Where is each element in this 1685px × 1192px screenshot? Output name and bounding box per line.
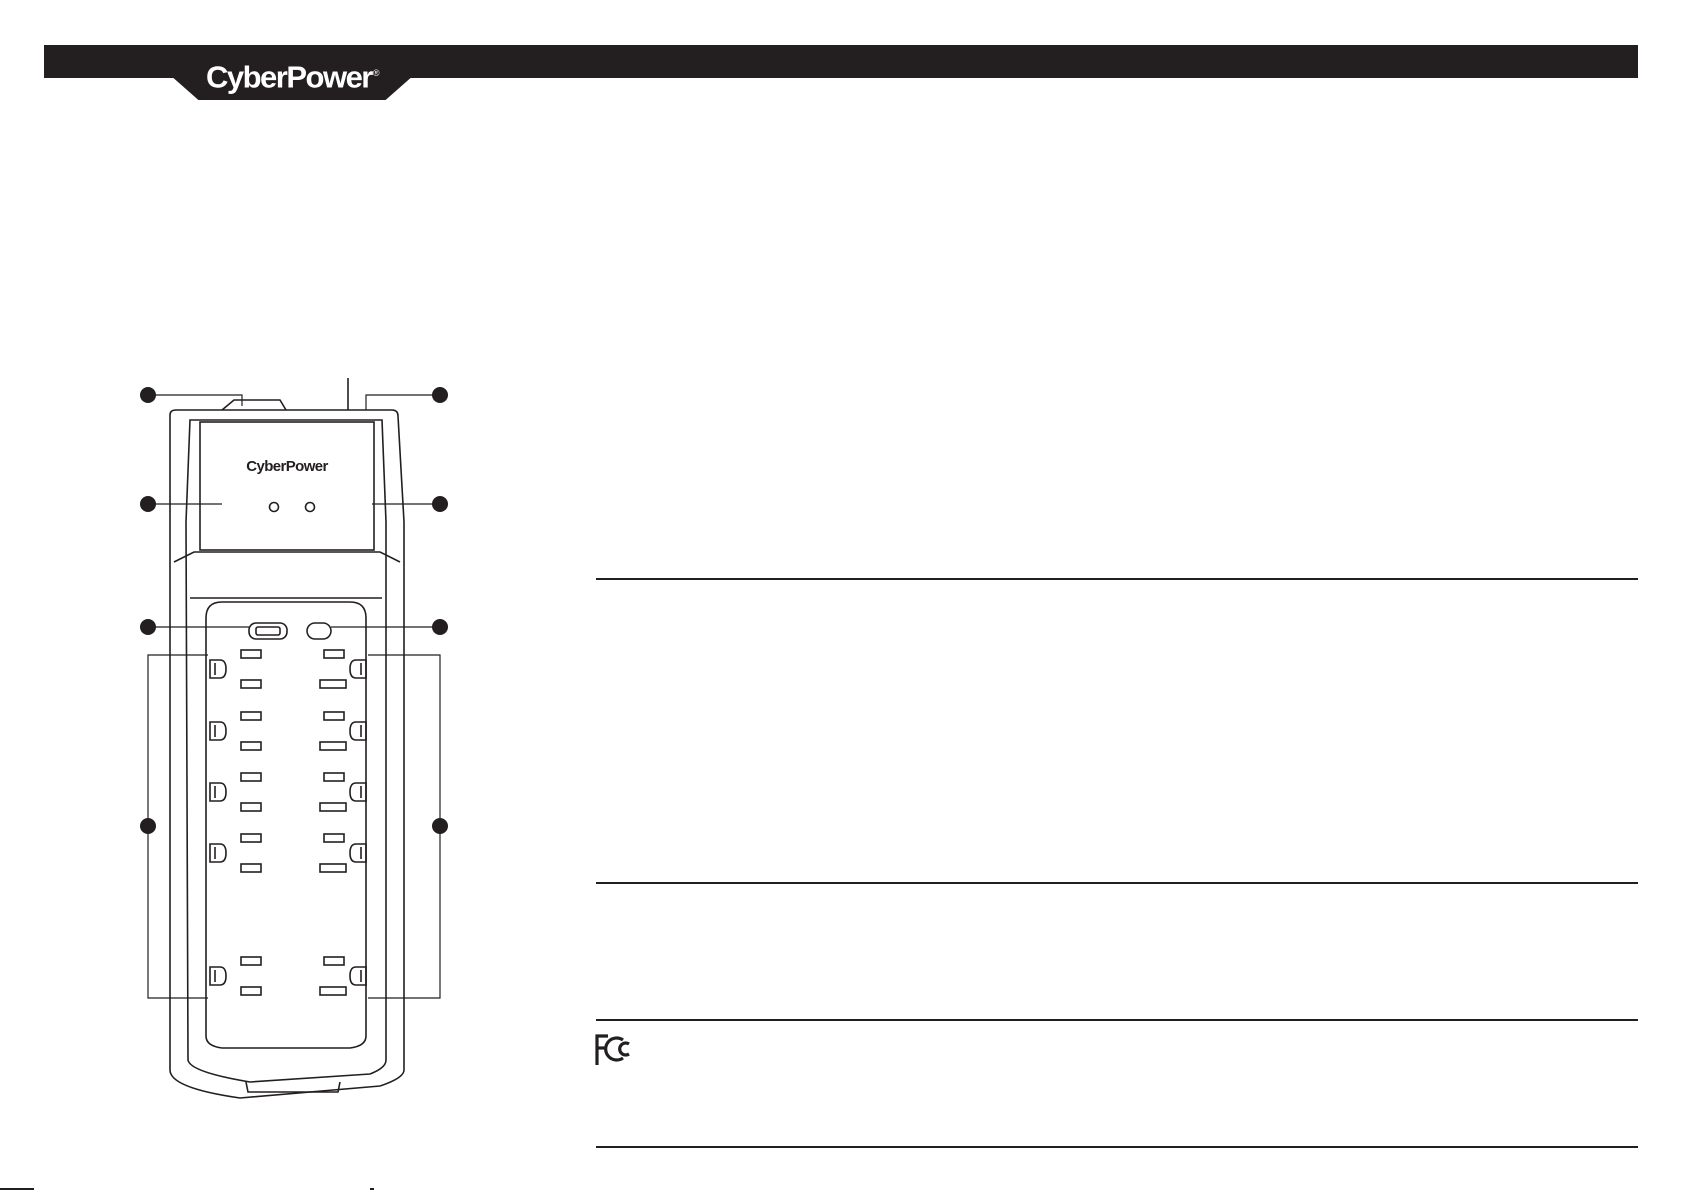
- brand-registered-mark: ®: [372, 68, 379, 78]
- device-body-inner: [186, 420, 386, 1082]
- callout-marker: [432, 619, 448, 635]
- power-switch-icon: [307, 623, 331, 639]
- callout-marker: [140, 387, 156, 403]
- outlet: [320, 773, 366, 811]
- outlet: [210, 957, 261, 995]
- section-divider: [596, 578, 1638, 580]
- outlet: [320, 957, 366, 995]
- led-indicator-icon: [270, 503, 279, 512]
- callout-marker: [140, 496, 156, 512]
- outlet: [320, 712, 366, 750]
- callout-marker: [432, 496, 448, 512]
- section-divider: [596, 1019, 1638, 1021]
- outlet-face: [206, 602, 366, 1048]
- callout-leaders: [148, 395, 440, 998]
- callout-marker: [432, 387, 448, 403]
- outlet: [210, 712, 261, 750]
- outlet: [320, 834, 366, 872]
- panel-brand-logo: CyberPower: [246, 458, 328, 475]
- led-indicator-icon: [306, 503, 315, 512]
- outlet-column-left: [210, 650, 261, 995]
- device-top-rim: [222, 400, 286, 410]
- device-shoulder: [174, 552, 400, 562]
- callout-marker: [140, 619, 156, 635]
- usb-port-inner: [256, 627, 280, 635]
- product-diagram: [130, 370, 460, 1110]
- outlet: [210, 773, 261, 811]
- callout-marker: [432, 818, 448, 834]
- footer-tick: [370, 1188, 374, 1190]
- indicator-panel: [200, 422, 374, 550]
- device-body-outline: [170, 410, 404, 1098]
- outlet: [210, 834, 261, 872]
- outlet-column-right: [320, 650, 366, 995]
- callout-marker: [140, 818, 156, 834]
- brand-logo-text: CyberPower: [205, 59, 372, 95]
- usb-port-icon: [249, 623, 287, 639]
- footer-tick: [0, 1188, 34, 1190]
- fcc-logo-icon: [594, 1032, 636, 1066]
- section-divider: [596, 882, 1638, 884]
- outlet: [210, 650, 261, 688]
- section-divider: [596, 1146, 1638, 1148]
- brand-logo: [136, 53, 448, 97]
- outlet: [320, 650, 366, 688]
